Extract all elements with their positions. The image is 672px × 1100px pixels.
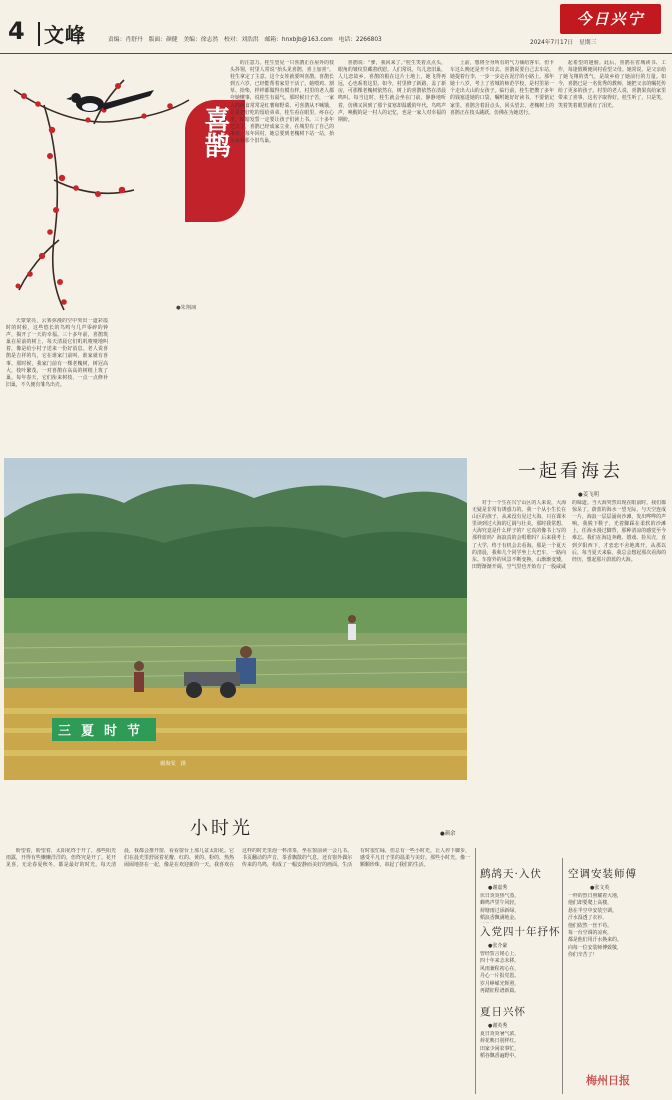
poem-3-byline: ●谢英秀	[488, 1023, 508, 1029]
poem-1-body: 伏日炎炎热气蒸， 蝉鸣声里午风轻。 荷塘雨过添新绿， 稻浪香飘满地金。	[480, 893, 520, 922]
page-header	[0, 0, 672, 54]
poem-inner-divider	[562, 858, 563, 1094]
page-name: 文峰	[44, 23, 86, 47]
photo-credit: 谢海雯 摄	[160, 761, 186, 767]
source-watermark: 梅州日报	[586, 1074, 630, 1087]
poem-4-title: 空调安装师傅	[568, 868, 637, 880]
sea-article-byline: ●姜飞明	[578, 492, 599, 498]
newspaper-logo: 今日兴宁	[560, 4, 661, 34]
poem-column-divider	[475, 848, 476, 1094]
poem-1-byline: ●谢嘉秀	[488, 885, 508, 891]
poem-4-body: 一样的烈日照耀着大地， 他们却要爬上高楼， 悬在半空中安装空调。 汗水湿透了衣衫， 他们依然一丝不苟。 每一台空调的凉爽， 都是他们用汗水换来的。 向每一位安装师傅致敬， 你们辛苦了！	[568, 893, 622, 959]
magpie-body-col5: 起希望的翅膀。此后，喜鹊在省城读书、工作，每逢假期便回村看望父母。她常说，是父亲给了她飞翔的勇气，是故乡给了她前行的力量。如今，喜鹊已是一名优秀的教师，她把父亲的嘱托传给了更多的孩子。村里的老人说，喜鹊果真给家里带来了喜事，这名字取得好。桂生听了，只是笑，笑着笑着眼里就有了泪光。	[558, 60, 666, 109]
poem-4-byline: ●张文英	[590, 885, 610, 891]
page-number: 4	[8, 17, 25, 45]
magpie-title: 喜鹊	[200, 106, 230, 158]
sea-article-title: 一起看海去	[518, 461, 623, 482]
summer-article-byline: ●颜余	[440, 831, 456, 837]
summer-article-title: 小时光	[190, 818, 253, 839]
magpie-author: ●朱翔翊	[176, 305, 197, 311]
summer-article-body: 盼望着，盼望着，太阳花终于开了，那些阳光雨露，开得有些懒懒洋洋的，但终究是开了。花开见喜，无论春夏秋冬，都是最好的时光。每天清晨，我都会推开窗，看看窗台上那几盆太阳花。它们在晨光里舒展着花瓣，红的、黄的、粉的，热热闹闹地挤在一起，像是在欢迎新的一天。我喜欢在这样的时光里泡一杯清茶，坐在窗前读一会儿书。书页翻动的声音，茶香飘散的气息，还有窗外偶尔传来的鸟鸣，构成了一幅安静而美好的画面。生活有时很忙碌，但总有一些小时光，让人停下脚步，感受平凡日子里的温柔与美好。那些小时光，像一颗颗珍珠，串起了我们的生活。	[6, 848, 470, 869]
poem-3-body: 夏日炎炎暑气浓， 荷花映日别样红。 田家少闲农事忙， 稻谷飘香遍野中。	[480, 1031, 520, 1060]
poem-3-title: 夏日兴怀	[480, 1006, 526, 1018]
sea-article-body: 对于一个生在兴宁山区的人来说，大海无疑是非常有诱惑力的。我一个从小生长在山区的孩子，从来没有见过大海，只在课本里读到过大海的辽阔与壮美。那时我常想，大海究竟是什么样子的？它真的像书上写的那样蓝吗？海浪真的会唱歌吗？后来我考上了大学，终于有机会去看海。那是一个夏天的清晨，我和几个同学坐上大巴车，一路向东。车窗外的风景不断变换，山渐渐变矮，田野渐渐开阔，空气里也开始有了一股咸咸的味道。当大海突然出现在眼前时，我们都惊呆了。蔚蓝的海水一望无际，与天空连成一片，海浪一层层涌向沙滩，发出哗哗的声响。我脱下鞋子，光着脚踩在柔软的沙滩上，任海水漫过脚背，那种清凉的感觉至今难忘。我们在海边奔跑、嬉戏、捡贝壳，直到夕阳西下，才恋恋不舍地离开。从那以后，每当夏天来临，我总会想起那次看海的经历，想起那片蔚蓝的大海。	[472, 500, 666, 570]
staff-line: 责编：肖舒丹 版面：颜健 美编：徐志然 校对：刘浩洪 邮箱：hnxbjb@163.com 电话：2266803	[108, 37, 382, 43]
magpie-body-col2: 的注意力。桂生望见一只喜鹊正在屋外的枝头抖翎，村里人常说“抬头见喜鹊，喜上加喜”。桂生拿定了主意，这个女娃就要叫喜鹊。喜鹊长到五六岁，已经能帮着家里干活了。她喂鸡、割草、拾柴，样样都做得有模有样。村里的老人都夸她懂事，说桂生有福气。那时候日子苦，一家人的饭食常常是红薯和野菜，可喜鹊从不喊饿，总是把好吃的留给弟弟。桂生看在眼里，疼在心里，暗暗发誓一定要让孩子们读上书。三十多年过去了，喜鹊已经成家立业，在城里有了自己的事业。每年回村，她总要到老槐树下站一站，抬头看看那个旧鸟巢。	[230, 60, 334, 145]
photo-label: 三夏时节	[52, 718, 156, 741]
magpie-body-col4: 上前，想将全身所有的气力倾给客车，但卡车这么晚还是开不出去。喜鹊说要自己去车站，她提着行李，一步一步走在泥泞的小路上。那年她十八岁，考上了省城的师范学校，是村里第一个走出大山的女孩子。临行前，桂生把攒了多年的钱塞进她的口袋，嘱咐她好好读书，不要惦记家里。喜鹊含着泪点头，回头望去，老槐树上的喜鹊正在枝头跳跃，仿佛在为她送行。	[450, 60, 554, 116]
issue-date: 2024年7月17日 星期三	[530, 40, 597, 46]
poem-1-title: 鹧鸪天·入伏	[480, 868, 542, 880]
poem-2-title: 入党四十年抒怀	[480, 926, 561, 938]
poem-2-body: 曾经誓言铭心上， 四十年来志未移。 风雨兼程初心在， 丹心一片报党恩。 岁月峥嵘光辉照， 再踏征程谱新篇。	[480, 951, 520, 995]
magpie-body-col3: 喜鹊说：“爹，我回来了。”桂生笑着点点头，眼角的皱纹里藏着欣慰。人们常说，鸟儿恋旧巢，人儿恋故乡。喜鹊的根在这片土地上，她飞得再远，心也系着这里。如今，村里修了新路，盖了新房，可那棵老槐树依然在，树上的喜鹊依然在清晨鸣叫。每当这时，桂生就会坐在门前，静静地听着，仿佛又回到了那个贫寒却温暖的年代。鸟鸣声声，唤醒的是一村人的记忆，也是一家人对幸福的期盼。	[338, 60, 446, 123]
header-divider	[38, 22, 40, 46]
poem-2-byline: ●张介豪	[488, 943, 508, 949]
magpie-body-col1: 天蒙蒙亮，云雾弥漫的空中突出一道彩霞时的时候，这些悠长的鸟鸣与几声零碎的钟声，揭开了一天的幸福。三十多年前，喜鹊筑巢在屋前的树上，每天清晨它们叽叽喳喳地叫着，像是给小村子送来一份好消息。老人说喜鹊是吉祥的鸟，它在谁家门前叫，谁家就有喜事。那时候，我家门前有一棵老槐树，树冠高大，枝叶繁茂，一对喜鹊在高高的树梢上筑了巢。每年春天，它们衔来树枝，一点一点修补旧巢，不久便有雏鸟出壳。	[6, 318, 108, 388]
